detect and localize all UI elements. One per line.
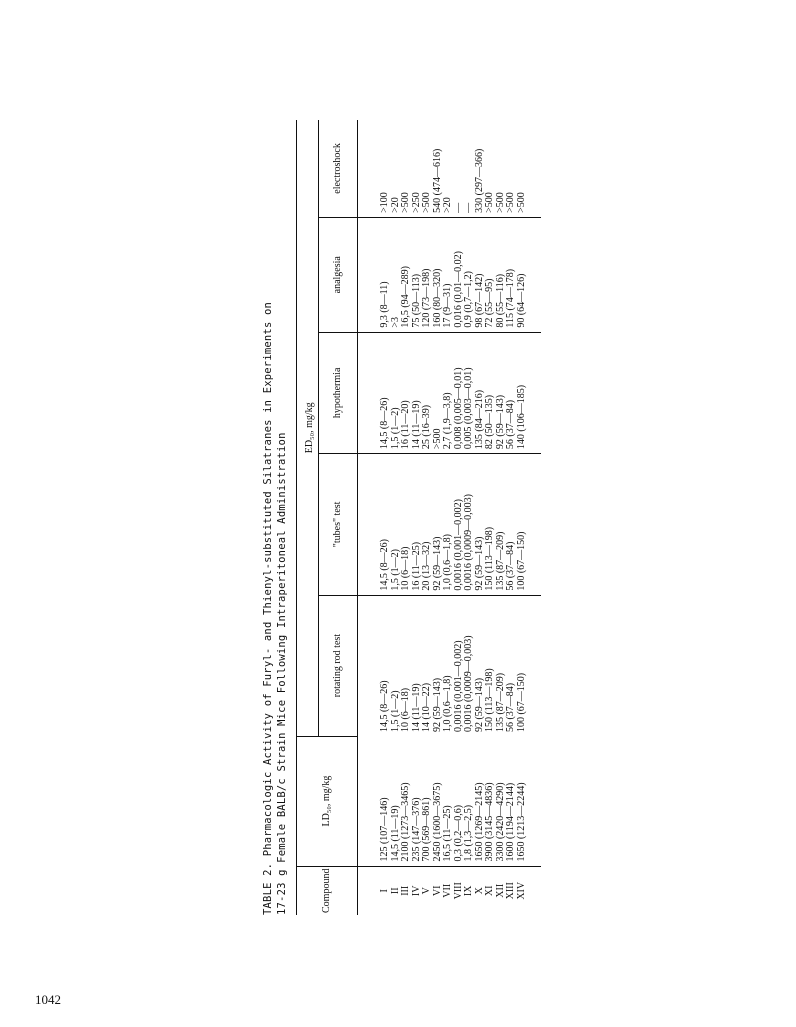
cell-analgesia: 9,3 (8—11): [358, 217, 391, 332]
cell-ld50: 3900 (3145—4836): [484, 782, 495, 862]
cell-analgesia: 17 (9—31): [443, 217, 454, 332]
cell-analgesia: 0,016 (0,01—0,02): [454, 217, 465, 332]
cell-ld50: 1,8 (1,3—2,5): [463, 804, 474, 862]
cell-analgesia: 0,9 (0,7—1,2): [464, 217, 475, 332]
cell-rotating-rod: 1,5 (1—2): [389, 690, 401, 733]
cell-hypothermia: 0,008 (0,005—0,01): [454, 332, 465, 453]
cell-electroshock: >20: [391, 120, 402, 217]
table-row: [358, 120, 391, 915]
cell-tubes-test: 14,5 (8—26): [358, 454, 391, 596]
header-tubes-test: "tubes" test: [318, 454, 358, 596]
header-ed50-group: ED₅₀, mg/kg: [297, 120, 319, 736]
cell-electroshock: >500: [506, 120, 517, 217]
table-row: [443, 120, 454, 915]
caption-line: TABLE 2. Pharmacologic Activity of Furyl- and Thienyl-substituted Silatranes in Experiments on: [262, 301, 274, 915]
cell-tubes-test: 100 (67—150): [517, 454, 542, 596]
cell-hypothermia: 14 (11—19): [412, 332, 423, 453]
header-ld50: LD₅₀, mg/kg: [297, 736, 358, 866]
cell-electroshock: >500: [517, 120, 542, 217]
table-row: [506, 120, 517, 915]
cell-hypothermia: 92 (59—143): [496, 332, 507, 453]
cell-rotating-rod: 0,0016 (0,001—0,002): [452, 640, 464, 733]
cell-ld50: 1600 (1194—2144): [505, 782, 516, 862]
cell-rotating-rod: 10 (6—18): [400, 687, 411, 733]
cell-ld50: 700 (569—861): [421, 797, 432, 862]
table-body: [358, 120, 542, 915]
cell-rotating-rod: 14,5 (8—26): [379, 680, 390, 733]
cell-electroshock: >20: [443, 120, 454, 217]
cell-hypothermia: 1,5 (1—2): [391, 332, 402, 453]
cell-tubes-test: 1,0 (0,6—1,8): [443, 454, 454, 596]
cell-rotating-rod: 1,0 (0,6—1,8): [442, 675, 453, 733]
cell-compound: XIII: [506, 866, 517, 915]
cell-compound: XIV: [517, 866, 542, 915]
cell-hypothermia: 0,005 (0,003—0,01): [464, 332, 475, 453]
table-row: [433, 120, 444, 915]
cell-analgesia: 75 (50—113): [412, 217, 423, 332]
cell-hypothermia: 82 (50—135): [485, 332, 496, 453]
cell-tubes-test: 135 (87—209): [496, 454, 507, 596]
cell-compound: VII: [443, 866, 454, 915]
cell-electroshock: >500: [496, 120, 507, 217]
cell-tubes-test: 0,0016 (0,0009—0,003): [464, 454, 475, 596]
pharmacology-table: [296, 120, 541, 915]
cell-rotating-rod: 14 (11—19): [410, 683, 422, 733]
cell-electroshock: >250: [412, 120, 423, 217]
cell-electroshock: >500: [485, 120, 496, 217]
cell-analgesia: 160 (80—320): [433, 217, 444, 332]
cell-ld50: 0,3 (0,2—0,6): [452, 804, 464, 862]
rotated-table-page: [262, 115, 796, 915]
table-row: [401, 120, 412, 915]
cell-tubes-test: 150 (113—198): [485, 454, 496, 596]
cell-ld50: 125 (107—146): [379, 797, 390, 862]
page-number: 1042: [35, 992, 61, 1007]
cell-rotating-rod: 56 (37—84): [505, 682, 516, 733]
cell-tubes-test: 1,5 (1—2): [391, 454, 402, 596]
cell-compound: VIII: [454, 866, 465, 915]
table-row: [517, 120, 542, 915]
table-row: [464, 120, 475, 915]
header-analgesia: analgesia: [318, 217, 358, 332]
cell-rotating-rod: 150 (113—198): [484, 668, 495, 733]
header-rotating-rod: rotating rod test: [318, 595, 358, 736]
cell-electroshock: —: [454, 120, 465, 217]
cell-compound: XI: [485, 866, 496, 915]
table-row: [485, 120, 496, 915]
cell-ld50: 2450 (1600—3675): [431, 782, 443, 862]
cell-rotating-rod: 100 (67—150): [515, 672, 527, 733]
cell-hypothermia: 56 (37—84): [506, 332, 517, 453]
cell-compound: V: [422, 866, 433, 915]
cell-compound: VI: [433, 866, 444, 915]
cell-ld50: 3300 (2420—4290): [494, 782, 506, 862]
cell-tubes-test: 16 (11—25): [412, 454, 423, 596]
cell-hypothermia: 140 (106—185): [517, 332, 542, 453]
cell-compound: II: [391, 866, 402, 915]
header-hypothermia: hypothermia: [318, 332, 358, 453]
cell-electroshock: —: [464, 120, 475, 217]
cell-ld50: 1650 (1269—2145): [473, 782, 485, 862]
cell-hypothermia: 16 (11—20): [401, 332, 412, 453]
header-compound: Compound: [297, 866, 358, 915]
cell-rotating-rod: 0,0016 (0,0009—0,003): [463, 635, 474, 733]
cell-hypothermia: 135 (84—216): [475, 332, 486, 453]
cell-rotating-rod: 92 (59—143): [431, 677, 443, 733]
cell-compound: III: [401, 866, 412, 915]
header-electroshock: electroshock: [318, 120, 358, 217]
cell-hypothermia: >500: [433, 332, 444, 453]
table-row: [412, 120, 423, 915]
cell-analgesia: 80 (55—116): [496, 217, 507, 332]
cell-electroshock: 540 (474—616): [433, 120, 444, 217]
cell-rotating-rod: 92 (59—143): [473, 677, 485, 733]
cell-analgesia: 16,5 (94—289): [401, 217, 412, 332]
caption-line: 17-23 g Female BALB/c Strain Mice Following Intraperitoneal Administration: [275, 432, 288, 915]
cell-hypothermia: 2,7 (1,9—3,8): [443, 332, 454, 453]
cell-hypothermia: 25 (16–39): [422, 332, 433, 453]
cell-rotating-rod: 135 (87—209): [494, 672, 506, 733]
cell-ld50: 2100 (1273—3465): [400, 782, 411, 862]
cell-compound: X: [475, 866, 486, 915]
cell-hypothermia: 14,5 (8—26): [358, 332, 391, 453]
table-row: [422, 120, 433, 915]
cell-ld50: 1650 (1213—2244): [515, 782, 527, 862]
cell-compound: IX: [464, 866, 475, 915]
cell-tubes-test: 56 (37—84): [506, 454, 517, 596]
cell-analgesia: 115 (74—178): [506, 217, 517, 332]
cell-analgesia: 120 (73—198): [422, 217, 433, 332]
cell-tubes-test: 92 (59—143): [433, 454, 444, 596]
cell-analgesia: 98 (67—142): [475, 217, 486, 332]
cell-electroshock: >500: [401, 120, 412, 217]
cell-electroshock: >100: [358, 120, 391, 217]
cell-compound: I: [358, 866, 391, 915]
cell-electroshock: 330 (297—366): [475, 120, 486, 217]
cell-rotating-rod: 14 (10—22): [421, 682, 432, 733]
cell-compound: IV: [412, 866, 423, 915]
cell-ld50: 235 (147—376): [410, 797, 422, 862]
cell-analgesia: 90 (64—126): [517, 217, 542, 332]
cell-tubes-test: 0,0016 (0,001—0,002): [454, 454, 465, 596]
cell-tubes-test: 10 (6—18): [401, 454, 412, 596]
cell-analgesia: 72 (55—95): [485, 217, 496, 332]
cell-compound: XII: [496, 866, 507, 915]
cell-tubes-test: 20 (13—32): [422, 454, 433, 596]
cell-analgesia: >3: [391, 217, 402, 332]
table-caption: [262, 115, 289, 915]
cell-tubes-test: 92 (59—143): [475, 454, 486, 596]
cell-ld50: 14,5 (11—19): [389, 805, 401, 862]
cell-electroshock: >500: [422, 120, 433, 217]
cell-ld50: 16,5 (11—25): [442, 805, 453, 862]
